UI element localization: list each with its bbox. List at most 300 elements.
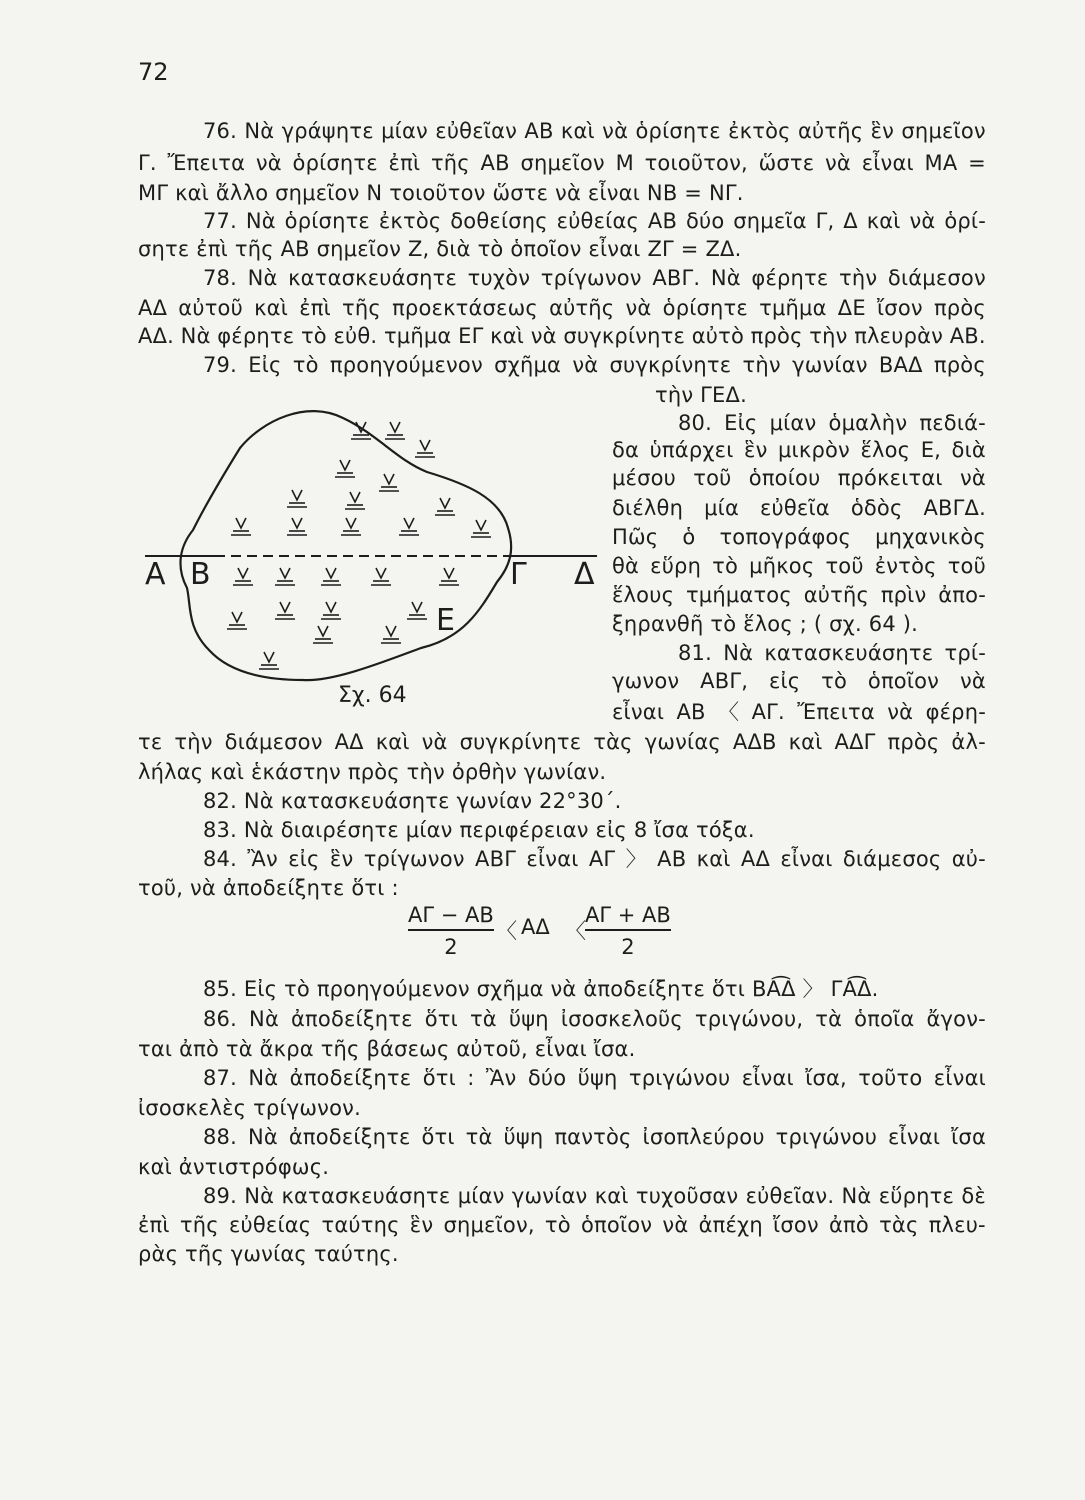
word: ΑΔ <box>740 847 771 871</box>
word: τοῦ <box>693 466 732 490</box>
word: τὰ <box>465 1125 493 1149</box>
word: τὰ <box>815 1007 843 1031</box>
word: φέρητε <box>751 266 829 290</box>
word: εἶναι <box>780 847 833 871</box>
word: τὴν <box>174 730 213 754</box>
word: συγκρίνητε <box>609 353 732 377</box>
word: καὶ <box>560 119 595 143</box>
word: ἓν <box>409 1213 434 1237</box>
text-line <box>203 352 986 378</box>
word: εὕρη <box>650 554 702 578</box>
tuft-stem <box>476 520 486 530</box>
word: 89. <box>203 1184 237 1208</box>
word: τμῆμα <box>383 324 452 348</box>
word: νὰ <box>825 151 851 175</box>
word: ΔΕ <box>837 296 866 320</box>
marsh-tuft <box>231 518 251 535</box>
word: σχῆμα <box>494 353 562 377</box>
word: νὰ <box>625 296 652 320</box>
fraction-bar <box>408 929 494 931</box>
word: εὐθείας <box>556 209 640 233</box>
word: 87. <box>203 1066 237 1090</box>
word: ΑΒΓ, <box>700 669 749 693</box>
tuft-stem <box>404 518 414 528</box>
word: δύο <box>685 209 725 233</box>
word: 84. <box>203 847 237 871</box>
marsh-tuft <box>407 602 427 619</box>
word: ἴσον <box>877 296 923 320</box>
word: τε <box>138 730 163 754</box>
word: καὶ <box>788 730 823 754</box>
word: τριγώνου <box>628 1066 731 1090</box>
word: τῆς <box>430 151 470 175</box>
word: ὁποίου <box>748 466 821 490</box>
word: ὁρί- <box>944 209 986 233</box>
word: ὁρίσητε <box>292 151 378 175</box>
word: ἕλους <box>612 583 675 607</box>
word: Νὰ <box>245 209 276 233</box>
word: γωνίαν <box>792 353 868 377</box>
point-label-g: Γ <box>510 557 527 592</box>
word: εἶναι <box>612 700 665 724</box>
text-line <box>138 323 986 349</box>
word: 76. <box>203 119 237 143</box>
word: διάμεσος <box>842 847 942 871</box>
word: πρὸς <box>750 324 803 348</box>
text-line <box>138 729 986 755</box>
text-line: ρὰς τῆς γωνίας ταύτης. <box>138 1242 399 1266</box>
marsh-tuft <box>287 490 307 507</box>
word: Νὰ <box>247 1125 278 1149</box>
tuft-stem <box>236 518 246 528</box>
word: ἀπὸ <box>828 1213 869 1237</box>
word: κατασκευάσητε <box>764 641 934 665</box>
word: ΑΔΓ <box>834 730 876 754</box>
text-line: ται ἀπὸ τὰ ἄκρα τῆς βάσεως αὐτοῦ, εἶναι ἴσα. <box>138 1037 636 1061</box>
word: εἰς <box>288 847 320 871</box>
text-line <box>203 1065 986 1091</box>
word: 〉 <box>625 847 647 871</box>
word: 77. <box>203 209 237 233</box>
formula-left-fraction <box>408 903 494 959</box>
word: Νὰ <box>248 1066 279 1090</box>
word: ὁρίσητε <box>662 296 748 320</box>
word: εὐθ. <box>333 324 378 348</box>
tuft-stem <box>384 474 394 484</box>
tuft-stem <box>280 568 290 578</box>
word: Ἂν <box>247 847 278 871</box>
marsh-tuft <box>435 498 455 515</box>
word: ἐπὶ <box>138 1213 170 1237</box>
word: ἀποδείξητε <box>288 1125 411 1149</box>
word: ἴσον <box>773 1213 819 1237</box>
word: Νὰ <box>723 641 754 665</box>
word: εἶναι <box>861 151 914 175</box>
word: δα <box>612 438 640 462</box>
word: διέλθη <box>612 496 684 520</box>
word: αὐ- <box>951 847 986 871</box>
text-line: ΜΓ καὶ ἄλλο σημεῖον Ν τοιοῦτον ὥστε νὰ εἶναι ΝΒ = ΝΓ. <box>138 181 744 205</box>
text-line: ξηρανθῆ τὸ ἕλος ; ( σχ. 64 ). <box>612 612 919 636</box>
word: Ἔπειτα <box>797 700 875 724</box>
marsh-tuft <box>287 518 307 535</box>
word: πεδιά- <box>919 411 986 435</box>
text-line <box>612 582 986 608</box>
word: τριγώνου, <box>694 1007 804 1031</box>
word: ἐκτὸς <box>728 119 791 143</box>
marsh-tuft <box>385 422 405 439</box>
word: σημεῖον <box>901 119 986 143</box>
word: τὴν <box>839 266 878 290</box>
word: νὰ <box>602 119 629 143</box>
word: Ἔπειτα <box>167 151 246 175</box>
marsh-tuft <box>233 568 253 585</box>
word: δοθείσης <box>450 209 548 233</box>
word: εἶναι <box>741 1066 794 1090</box>
word: ἰσοπλεύρου <box>642 1125 765 1149</box>
tuft-stem <box>318 626 328 636</box>
word: μέσου <box>612 466 677 490</box>
marsh-outline <box>180 411 511 680</box>
word: ἐπὶ <box>299 296 331 320</box>
text-line <box>138 1212 986 1238</box>
word: πρὶν <box>880 583 927 607</box>
word: ΑΓ. <box>751 700 785 724</box>
tuft-stem <box>232 612 242 622</box>
word: πρόκειται <box>837 466 943 490</box>
word: προηγούμενον <box>329 353 483 377</box>
word: ΒΑΔ <box>878 353 923 377</box>
word: εὐθεῖαν. <box>745 1184 835 1208</box>
word: μία <box>704 496 739 520</box>
word: Εἰς <box>248 353 282 377</box>
marsh-tuft <box>371 568 391 585</box>
word: τὴν <box>809 324 848 348</box>
word: τοῦτο <box>858 1066 923 1090</box>
marsh-tuft <box>321 602 341 619</box>
word: τρίγωνον <box>363 847 465 871</box>
word: εὐθεῖαν <box>435 119 518 143</box>
tuft-stem <box>264 652 274 662</box>
word: 86. <box>203 1007 237 1031</box>
word: εἶναι <box>526 847 579 871</box>
word: ἄγον- <box>926 1007 986 1031</box>
word: ὁποῖον <box>867 669 940 693</box>
marsh-figure <box>145 400 605 700</box>
word: τρί- <box>944 641 986 665</box>
word: αὐτοῦ <box>178 296 243 320</box>
word: αὐτὸ <box>691 324 745 348</box>
word: νὰ <box>887 700 914 724</box>
word: ὁδὸς <box>850 496 903 520</box>
word: Νὰ <box>180 324 211 348</box>
word: 80. <box>678 411 712 435</box>
word: ἓν <box>744 438 768 462</box>
word: πρὸς <box>933 296 986 320</box>
word: τριγώνου <box>775 1125 878 1149</box>
word: τῆς <box>342 296 381 320</box>
marsh-tuft <box>227 612 247 629</box>
point-label-b: Β <box>190 557 211 592</box>
word: ΑΔΒ <box>732 730 777 754</box>
marsh-tuft <box>335 460 355 477</box>
text-line <box>612 524 986 550</box>
word: Νὰ <box>244 119 275 143</box>
text-line: 85. Εἰς τὸ προηγούμενον σχῆμα νὰ ἀποδείξητε ὅτι ΒΑ͡Δ 〉 ΓΑ͡Δ. <box>203 977 879 1001</box>
word: αὐτῆς <box>798 119 864 143</box>
tuft-stem <box>326 568 336 578</box>
word: τοῦ <box>947 554 986 578</box>
marsh-tuft <box>471 520 491 537</box>
word: ἐπὶ <box>388 151 421 175</box>
marsh-tuft <box>379 474 399 491</box>
word: γωνον <box>612 669 680 693</box>
word: πλευ- <box>928 1213 986 1237</box>
word: Δ <box>843 209 858 233</box>
word: τυχοῦσαν <box>635 1184 739 1208</box>
word: συγκρίνητε <box>563 324 686 348</box>
word: τὸ <box>292 353 319 377</box>
word: καὶ <box>375 730 410 754</box>
word: ἓν <box>329 847 354 871</box>
word: ὕψη <box>577 1066 618 1090</box>
word: εὐθείας <box>228 1213 312 1237</box>
marsh-tuft <box>439 568 459 585</box>
text-line <box>612 465 986 491</box>
word: τοιοῦτον, <box>644 151 748 175</box>
word: νὰ <box>530 324 557 348</box>
formula-right-numerator: ΑΓ + ΑΒ <box>585 903 671 927</box>
word: ΑΒΓ <box>475 847 517 871</box>
word: Νὰ <box>249 1007 279 1031</box>
word: σημεῖον, <box>443 1213 535 1237</box>
word: νὰ <box>662 1213 689 1237</box>
word: γράψητε <box>281 119 374 143</box>
word: μηχανικὸς <box>875 525 986 549</box>
word: καὶ <box>594 1184 629 1208</box>
formula-left-denominator: 2 <box>444 935 458 959</box>
word: Εἰς <box>724 411 758 435</box>
word: Νὰ <box>244 1184 275 1208</box>
word: ταύτης <box>321 1213 400 1237</box>
text-line <box>612 699 986 725</box>
word: ἓν <box>870 119 895 143</box>
word: τὸ <box>712 554 739 578</box>
tuft-stem <box>350 492 360 502</box>
word: προεκτάσεως <box>392 296 538 320</box>
text-line <box>203 846 986 872</box>
word: Νὰ <box>247 266 278 290</box>
text-line: σητε ἐπὶ τῆς ΑΒ σημεῖον Ζ, διὰ τὸ ὁποῖον εἶναι ΖΓ = ΖΔ. <box>138 237 742 261</box>
word: : <box>467 1066 475 1090</box>
word: = <box>968 151 986 175</box>
word: τοπογράφος <box>719 525 852 549</box>
word: τῆς <box>179 1213 219 1237</box>
word: τυχὸν <box>467 266 531 290</box>
word: εἶναι <box>888 1125 941 1149</box>
word: ΑΔ <box>334 730 364 754</box>
text-line <box>612 553 986 579</box>
word: νὰ <box>909 209 936 233</box>
point-label-a: Α <box>145 557 166 592</box>
word: ΑΔ <box>138 296 168 320</box>
formula-left-numerator: ΑΓ − ΑΒ <box>408 903 494 927</box>
word: γωνίαν <box>511 1184 588 1208</box>
word: ὁποῖα <box>854 1007 915 1031</box>
word: εἰς <box>768 669 801 693</box>
word: 81. <box>678 641 712 665</box>
word: μίαν <box>381 119 428 143</box>
word: τὰ <box>469 1007 497 1031</box>
word: ὅτι <box>424 1007 458 1031</box>
word: τὰς <box>879 1213 919 1237</box>
tuft-stem <box>280 602 290 612</box>
word: τμήματος <box>685 583 792 607</box>
word: κατασκευάσητε <box>288 266 458 290</box>
word: Νὰ <box>710 266 741 290</box>
word: κατασκευάσητε <box>281 1184 451 1208</box>
word: ἴσα <box>951 1125 986 1149</box>
word: ΕΓ <box>458 324 484 348</box>
word: φέρητε <box>217 324 295 348</box>
word: ΑΓ <box>588 847 616 871</box>
word: νὰ <box>959 466 986 490</box>
word: γωνίας <box>644 730 721 754</box>
word: ὁρίσητε <box>635 119 721 143</box>
word: αὐτῆς <box>803 583 869 607</box>
word: δύο <box>527 1066 567 1090</box>
marsh-tuft <box>341 518 361 535</box>
figure-caption: Σχ. 64 <box>338 683 407 708</box>
word: μίαν <box>769 411 817 435</box>
word: τὸ <box>544 1213 571 1237</box>
word: θὰ <box>612 554 640 578</box>
word: 78. <box>203 266 237 290</box>
word: νὰ <box>421 730 448 754</box>
marsh-tuft <box>275 568 295 585</box>
text-line <box>138 295 986 321</box>
word: εὐθεῖα <box>759 496 830 520</box>
text-line <box>612 437 986 463</box>
text-line <box>203 1124 986 1150</box>
marsh-tuft <box>381 626 401 643</box>
word: καὶ <box>866 209 901 233</box>
page-number: 72 <box>138 58 169 86</box>
word: καὶ <box>254 296 289 320</box>
word: εὕρητε <box>878 1184 955 1208</box>
text-line: 82. Νὰ κατασκευάσητε γωνίαν 22°30΄. <box>203 789 622 813</box>
tuft-stem <box>440 498 450 508</box>
word: αὐτῆς <box>549 296 615 320</box>
text-line <box>678 640 986 666</box>
text-line: ἰσοσκελὲς τρίγωνον. <box>138 1096 361 1120</box>
word: τοῦ <box>825 554 864 578</box>
point-label-d: Δ <box>574 557 595 592</box>
word: σημεῖον <box>520 151 605 175</box>
text-line <box>203 208 986 234</box>
word: ὕψη <box>508 1007 549 1031</box>
marsh-tuft <box>259 652 279 669</box>
word: ὅτι <box>421 1125 455 1149</box>
word: καὶ <box>696 847 731 871</box>
word: δὲ <box>961 1184 986 1208</box>
text-line <box>138 150 986 176</box>
word: μικρὸν <box>778 438 850 462</box>
word: μίαν <box>457 1184 505 1208</box>
word: Μ <box>615 151 634 175</box>
word: ΑΒ <box>647 209 678 233</box>
word: τὸ <box>300 324 327 348</box>
word: ἴσα, <box>805 1066 847 1090</box>
text-line: τοῦ, νὰ ἀποδείξητε ὅτι : <box>138 876 399 900</box>
word: νὰ <box>959 669 986 693</box>
marsh-tuft <box>415 440 435 457</box>
text-line <box>612 495 986 521</box>
word: τμῆμα <box>759 296 827 320</box>
tuft-stem <box>292 518 302 528</box>
formula-right-fraction <box>585 903 671 959</box>
word: 88. <box>203 1125 237 1149</box>
word: ἀλ- <box>951 730 986 754</box>
word: ὑπάρχει <box>649 438 734 462</box>
word: διὰ <box>951 438 986 462</box>
word: πλευρὰν <box>854 324 944 348</box>
word: διάμεσον <box>224 730 323 754</box>
tuft-stem <box>412 602 422 612</box>
text-line <box>203 265 986 291</box>
word: ὁρίσητε <box>284 209 370 233</box>
word: Ἂν <box>485 1066 517 1090</box>
word: πρὸς <box>933 353 986 377</box>
word: παντὸς <box>554 1125 632 1149</box>
word: ἀπέχη <box>698 1213 763 1237</box>
text-line <box>203 118 986 144</box>
word: Γ, <box>815 209 835 233</box>
word: τὰς <box>593 730 633 754</box>
word: νὰ <box>255 151 282 175</box>
word: Πῶς <box>612 525 659 549</box>
word: διάμεσον <box>887 266 986 290</box>
tuft-stem <box>340 460 350 470</box>
tuft-stem <box>346 518 356 528</box>
word: ὁμαλὴν <box>828 411 908 435</box>
word: καὶ <box>490 324 525 348</box>
word: ἐκτὸς <box>378 209 442 233</box>
marsh-tuft <box>321 568 341 585</box>
formula-middle: ΑΔ <box>521 915 550 939</box>
tuft-stem <box>386 626 396 636</box>
word: σημεῖα <box>733 209 807 233</box>
word: ὁ <box>682 525 696 549</box>
formula-right-denominator: 2 <box>621 935 635 959</box>
tuft-stem <box>444 568 454 578</box>
text-line <box>203 1006 986 1032</box>
tuft-stem <box>326 602 336 612</box>
tuft-stem <box>420 440 430 450</box>
tuft-stem <box>376 568 386 578</box>
text-line <box>612 668 986 694</box>
word: ὕψη <box>503 1125 544 1149</box>
text-line: 83. Νὰ διαιρέσητε μίαν περιφέρειαν εἰς 8 ἴσα τόξα. <box>203 818 755 842</box>
word: ΜΑ <box>924 151 958 175</box>
word: φέρη- <box>925 700 986 724</box>
text-line <box>678 410 986 436</box>
word: ΑΒ <box>524 119 554 143</box>
word: τὸ <box>821 669 848 693</box>
word: ὁποῖον <box>581 1213 653 1237</box>
marsh-tuft <box>275 602 295 619</box>
fraction-bar <box>585 929 671 931</box>
